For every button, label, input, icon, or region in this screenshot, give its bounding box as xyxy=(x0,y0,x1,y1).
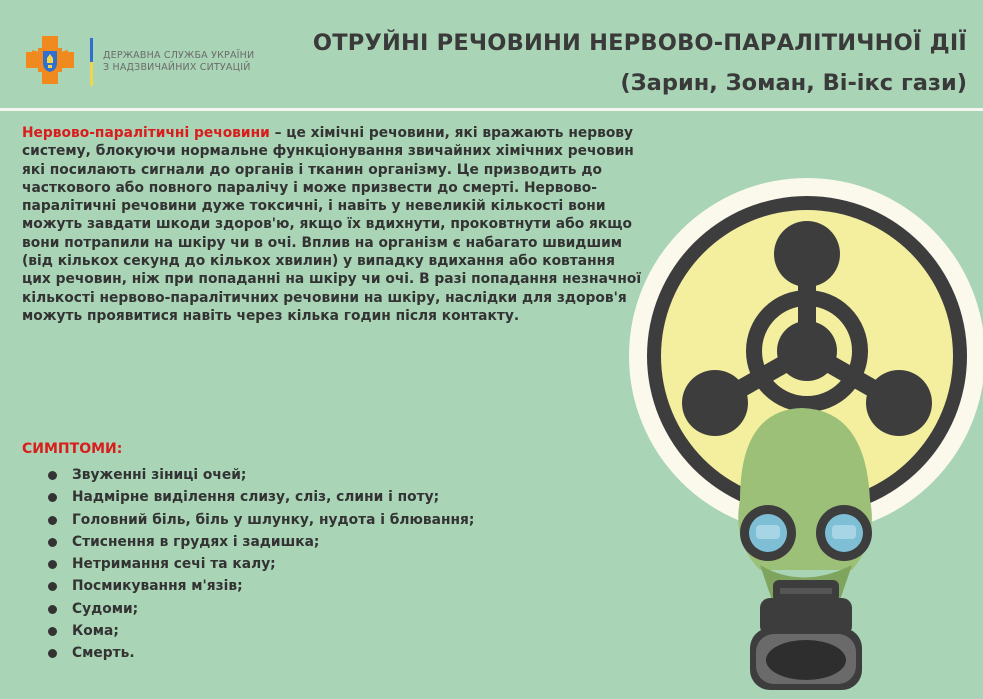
list-item xyxy=(48,575,474,597)
symptom-text: Судоми; xyxy=(72,600,139,617)
bullet-icon xyxy=(48,471,57,480)
symptom-text: Кома; xyxy=(72,623,119,640)
list-item xyxy=(48,598,474,620)
list-item xyxy=(48,509,474,531)
bullet-icon xyxy=(48,493,57,502)
list-item xyxy=(48,620,474,642)
list-item xyxy=(48,642,474,664)
symptoms-list xyxy=(48,464,474,665)
symptoms-heading: СИМПТОМИ: xyxy=(22,441,123,457)
bullet-icon xyxy=(48,560,57,569)
hazard-illustration xyxy=(590,170,983,699)
bullet-icon xyxy=(48,516,57,525)
gas-mask-icon xyxy=(738,408,872,690)
intro-paragraph xyxy=(22,124,647,325)
intro-text: – це хімічні речовини, які вражають нервову систему, блокуючи нормальне функціонування звичайних хімічних речовин які посилають сигнали до органів і тканин організму. Це призводить до часткового або повного паралічу і може призвести до смерті. Нервово-паралітичні речовини дуже токсичні, і навіть у невеликій кількості вони можуть завдати шкоди здоров'ю, якщо їх вдихнути, проковтнути або якщо вони потрапили на шкіру чи в очі. Вплив на організм є набагато швидшим (від кількох секунд до кількох хвилин) у випадку вдихання або ковтання цих речовин, ніж при попаданні на шкіру чи очі. В разі попадання незначної кількості нервово-паралітичних речовини на шкіру, наслідки для здоров'я можуть проявитися навіть через кілька годин після контакту. xyxy=(22,125,642,324)
bullet-icon xyxy=(48,627,57,636)
page-title: ОТРУЙНІ РЕЧОВИНИ НЕРВОВО-ПАРАЛІТИЧНОЇ ДІЇ xyxy=(312,30,967,56)
org-name-line2: З НАДЗВИЧАЙНИХ СИТУАЦІЙ xyxy=(103,62,251,73)
symptom-text: Звуженні зіниці очей; xyxy=(72,467,247,483)
page-subtitle: (Зарин, Зоман, Ві-ікс гази) xyxy=(620,70,967,96)
org-name xyxy=(103,50,303,74)
symptom-text: Посмикування м'язів; xyxy=(72,578,243,595)
list-item xyxy=(48,464,474,486)
dsns-emblem-icon xyxy=(24,34,76,86)
bullet-icon xyxy=(48,582,57,591)
header-divider xyxy=(90,38,93,86)
list-item xyxy=(48,531,474,553)
symptom-text: Надмірне виділення слизу, сліз, слини і поту; xyxy=(72,489,440,506)
list-item xyxy=(48,486,474,508)
header-rule xyxy=(0,108,983,111)
bullet-icon xyxy=(48,649,57,658)
list-item xyxy=(48,553,474,575)
bullet-icon xyxy=(48,538,57,547)
bullet-icon xyxy=(48,605,57,614)
symptom-text: Нетримання сечі та калу; xyxy=(72,556,276,573)
intro-term: Нервово-паралітичні речовини xyxy=(22,125,270,141)
header xyxy=(0,0,983,108)
symptom-text: Стиснення в грудях і задишка; xyxy=(72,533,320,550)
symptom-text: Головний біль, біль у шлунку, нудота і блювання; xyxy=(72,511,475,528)
org-name-line1: ДЕРЖАВНА СЛУЖБА УКРАЇНИ xyxy=(103,50,255,61)
symptom-text: Смерть. xyxy=(72,645,135,662)
